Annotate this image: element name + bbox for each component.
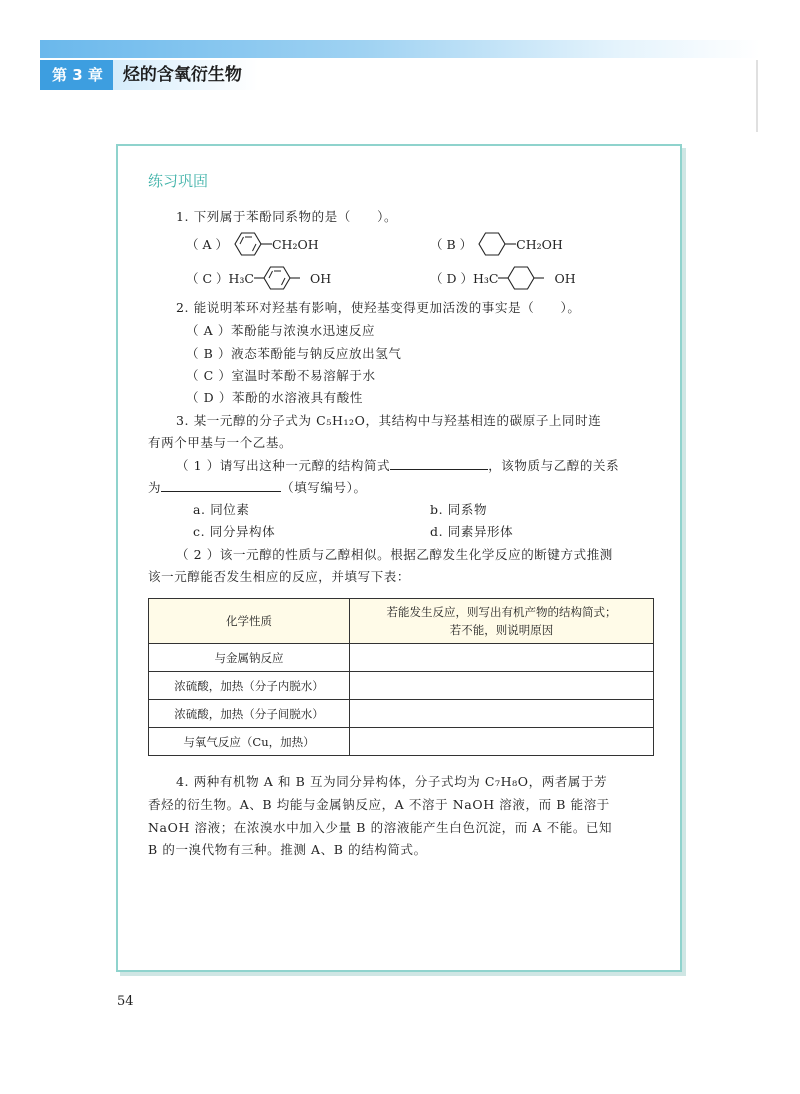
- table-header-result-line-1: 若能发生反应，则写出有机产物的结构简式；: [386, 605, 617, 619]
- table-answer-cell[interactable]: [350, 644, 654, 672]
- chapter-badge: 第 3 章: [40, 60, 113, 90]
- header-gradient-bar: [40, 40, 760, 58]
- q3-choice-a: a. 同位素: [193, 502, 250, 517]
- table-row: [149, 644, 654, 672]
- chapter-title: 烃的含氧衍生物: [113, 60, 258, 90]
- table-row-property: 浓硫酸，加热（分子内脱水）: [149, 672, 350, 700]
- table-row-property: 浓硫酸，加热（分子间脱水）: [149, 700, 350, 728]
- page-edge-line: [756, 60, 758, 132]
- table-row: [149, 728, 654, 756]
- section-title: 练习巩固: [148, 172, 209, 190]
- q1-option-d-methyl: H₃C: [472, 270, 499, 286]
- q1-stem: 1. 下列属于苯酚同系物的是（ ）。: [176, 209, 398, 224]
- table-row-property: 与氧气反应（Cu，加热）: [149, 728, 350, 756]
- table-header-property: 化学性质: [149, 599, 350, 644]
- q1-option-d-hydroxyl: OH: [554, 270, 576, 286]
- q3-part1-line-2: [148, 478, 367, 496]
- q1-option-d-label: （ D ）: [430, 271, 473, 286]
- table-answer-cell[interactable]: [350, 672, 654, 700]
- q4-line-1: 4. 两种有机物 A 和 B 互为同分异构体，分子式均为 C₇H₈O，两者属于芳: [176, 774, 608, 789]
- table-header-row: [149, 599, 654, 644]
- q1-option-a-label: （ A ）: [186, 237, 228, 252]
- benzene-ring-icon: [228, 231, 272, 257]
- q3-part1-text-a: （ 1 ）请写出这种一元醇的结构简式: [176, 458, 391, 473]
- table-header-result-line-2: 若不能，则说明原因: [449, 623, 554, 637]
- q1-option-a-group: CH₂OH: [271, 236, 319, 252]
- table-answer-cell[interactable]: [350, 728, 654, 756]
- properties-table: [148, 598, 654, 756]
- cyclohexane-ring-icon: [472, 231, 516, 257]
- benzene-ring-icon: [254, 265, 310, 291]
- q1-option-a: [186, 231, 319, 257]
- answer-blank[interactable]: [390, 457, 488, 470]
- q3-choice-c: c. 同分异构体: [193, 524, 276, 539]
- answer-blank[interactable]: [161, 479, 281, 492]
- q3-part2-line-1: （ 2 ）该一元醇的性质与乙醇相似。根据乙醇发生化学反应的断键方式推测: [176, 547, 613, 562]
- q3-part1-line-1: [176, 456, 619, 474]
- q4-line-2: 香烃的衍生物。A、B 均能与金属钠反应，A 不溶于 NaOH 溶液，而 B 能溶于: [148, 797, 610, 812]
- q1-option-b: [430, 231, 563, 257]
- table-row: [149, 672, 654, 700]
- table-header-result: [350, 599, 654, 644]
- q2-option-d: （ D ）苯酚的水溶液具有酸性: [186, 390, 363, 405]
- q3-part1-text-b: ，该物质与乙醇的关系: [488, 458, 620, 473]
- q1-option-c: [186, 265, 331, 291]
- q3-stem-line-2: 有两个甲基与一个乙基。: [148, 435, 293, 450]
- q3-choice-b: b. 同系物: [430, 502, 488, 517]
- q2-option-b: （ B ）液态苯酚能与钠反应放出氢气: [186, 346, 402, 361]
- table-row: [149, 700, 654, 728]
- table-answer-cell[interactable]: [350, 700, 654, 728]
- q4-line-4: B 的一溴代物有三种。推测 A、B 的结构简式。: [148, 842, 427, 857]
- q4-line-3: NaOH 溶液；在浓溴水中加入少量 B 的溶液能产生白色沉淀，而 A 不能。已知: [148, 820, 613, 835]
- q2-option-a: （ A ）苯酚能与浓溴水迅速反应: [186, 323, 376, 338]
- q2-stem: 2. 能说明苯环对羟基有影响，使羟基变得更加活泼的事实是（ ）。: [176, 300, 581, 315]
- q1-option-c-label: （ C ）: [186, 271, 229, 286]
- q2-option-c: （ C ）室温时苯酚不易溶解于水: [186, 368, 376, 383]
- q3-part1-text-c: 为: [148, 480, 162, 495]
- q1-option-c-hydroxyl: OH: [310, 270, 332, 286]
- q3-part1-text-d: （填写编号）。: [281, 480, 367, 495]
- q1-option-b-group: CH₂OH: [516, 236, 563, 252]
- q1-option-c-methyl: H₃C: [228, 270, 254, 286]
- q1-option-b-label: （ B ）: [430, 237, 473, 252]
- q1-option-d: [430, 265, 576, 291]
- cyclohexane-ring-icon: [498, 265, 554, 291]
- table-row-property: 与金属钠反应: [149, 644, 350, 672]
- page-number: 54: [117, 994, 134, 1009]
- q3-stem-line-1: 3. 某一元醇的分子式为 C₅H₁₂O，其结构中与羟基相连的碳原子上同时连: [176, 413, 602, 428]
- q3-choice-d: d. 同素异形体: [430, 524, 514, 539]
- q3-part2-line-2: 该一元醇能否发生相应的反应，并填写下表：: [148, 569, 411, 584]
- chapter-header: [40, 60, 258, 90]
